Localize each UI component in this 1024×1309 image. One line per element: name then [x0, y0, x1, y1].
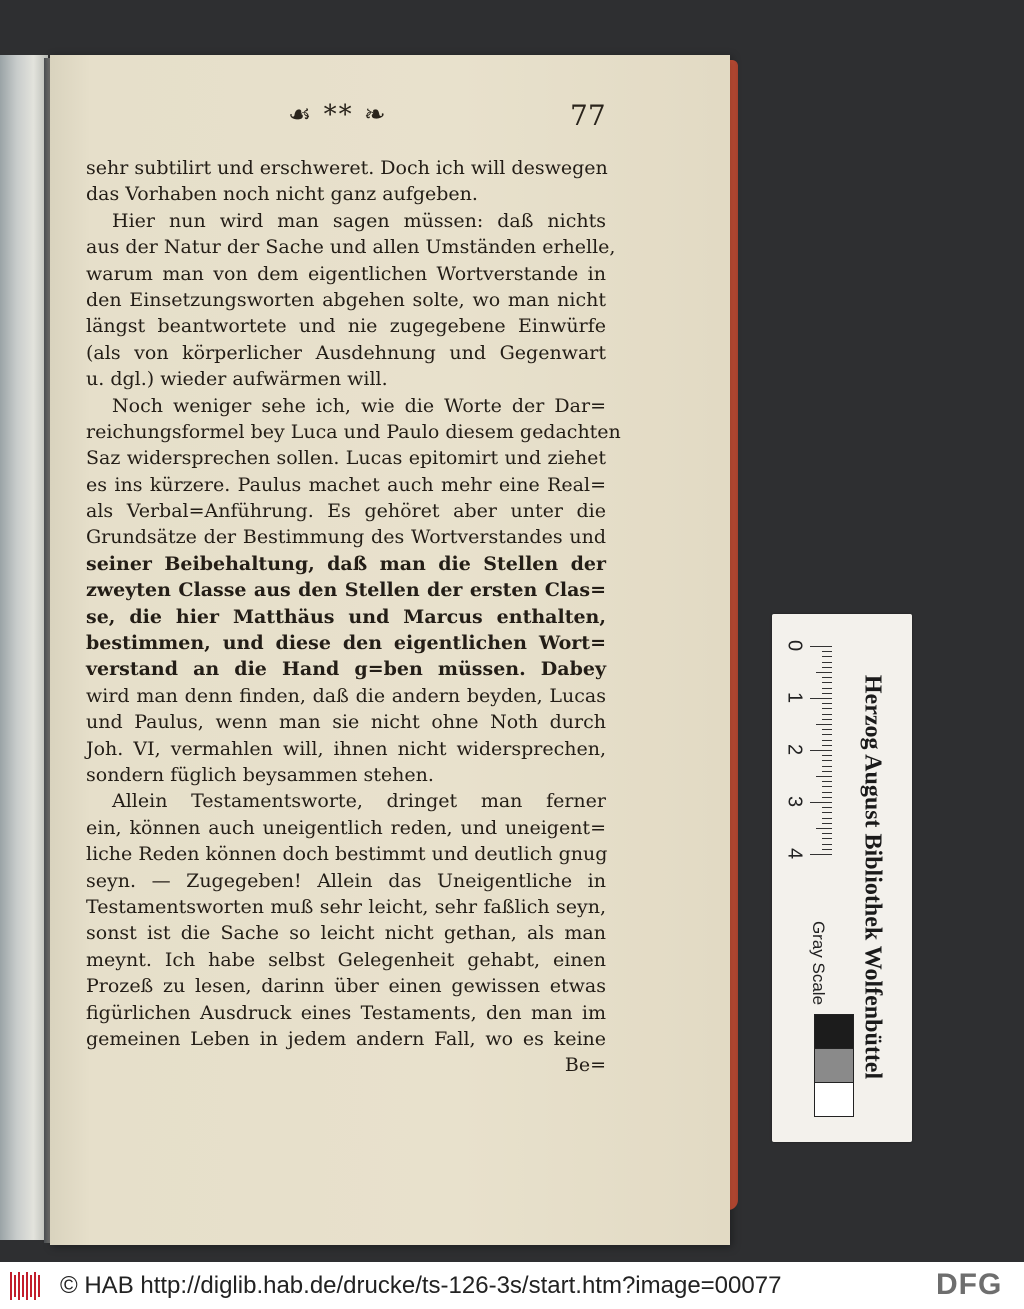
logo-bar	[30, 1275, 32, 1297]
text-line: Prozeß zu lesen, darinn über einen gewissen etwas	[86, 975, 606, 998]
ruler-tick	[822, 651, 832, 652]
ruler-tick	[822, 745, 832, 746]
text-line: (als von körperlicher Ausdehnung und Gegenwart	[86, 341, 606, 364]
footer-credit-link[interactable]: © HAB http://diglib.hab.de/drucke/ts-126-3s/start.htm?image=00077	[60, 1272, 782, 1299]
ruler-tick	[822, 755, 832, 756]
ruler-tick	[816, 724, 832, 725]
logo-bar	[18, 1272, 20, 1300]
page-number: 77	[570, 99, 606, 132]
ruler-tick	[810, 802, 832, 803]
text-line: ein, können auch uneigentlich reden, und uneigent=	[86, 816, 606, 839]
text-line: warum man von dem eigentlichen Wortverstande in	[86, 262, 606, 285]
ruler-tick	[816, 776, 832, 777]
ruler-number: 1	[783, 691, 806, 704]
ruler-number: 3	[783, 795, 806, 808]
ruler-tick	[816, 672, 832, 673]
text-line: seiner Beibehaltung, daß man die Stellen der	[86, 552, 606, 575]
ruler-tick	[822, 818, 832, 819]
ruler-number: 0	[783, 639, 806, 652]
text-line: Be=	[564, 1054, 606, 1077]
ruler-tick	[822, 849, 832, 850]
ruler-tick	[822, 729, 832, 730]
ruler-tick	[822, 708, 832, 709]
ruler-number: 2	[783, 743, 806, 756]
dfg-logo: DFG	[936, 1268, 1003, 1301]
text-line: bestimmen, und diese den eigentlichen Wort=	[86, 632, 606, 655]
logo-bar	[22, 1275, 24, 1297]
text-line: Noch weniger sehe ich, wie die Worte der Dar=	[112, 394, 606, 417]
logo-bar	[38, 1275, 40, 1297]
text-line: das Vorhaben noch nicht ganz aufgeben.	[86, 183, 478, 206]
text-line: und Paulus, wenn man sie nicht ohne Noth durch	[86, 711, 606, 734]
gray-swatch	[814, 1048, 854, 1083]
text-line: liche Reden können doch bestimmt und deutlich gnug	[86, 843, 608, 866]
text-line: reichungsformel bey Luca und Paulo diesem gedachten	[86, 420, 621, 443]
gray-swatch	[814, 1014, 854, 1049]
ruler-tick	[810, 646, 832, 647]
ruler-tick	[822, 662, 832, 663]
ruler-tick	[816, 828, 832, 829]
ruler-tick	[822, 807, 832, 808]
book-page	[50, 55, 730, 1245]
logo-bar	[34, 1272, 36, 1300]
ruler-tick	[822, 833, 832, 834]
ruler-tick	[822, 714, 832, 715]
ruler-tick	[822, 667, 832, 668]
ruler-tick	[822, 792, 832, 793]
ruler-tick	[822, 771, 832, 772]
text-line: den Einsetzungsworten abgehen solte, wo man nicht	[86, 288, 606, 311]
ruler-tick	[810, 750, 832, 751]
ruler-tick	[822, 760, 832, 761]
footer-bar	[0, 1262, 1024, 1309]
ruler-tick	[822, 703, 832, 704]
text-line: Allein Testamentsworte, dringet man ferner	[112, 790, 606, 813]
gray-scale-text: Gray Scale	[809, 920, 828, 1006]
ruler-tick	[822, 740, 832, 741]
text-line: sonst ist die Sache so leicht nicht gethan, als man	[86, 922, 606, 945]
ruler-tick	[822, 838, 832, 839]
ruler-tick	[810, 698, 832, 699]
text-line: verstand an die Hand g=ben müssen. Dabey	[86, 658, 606, 681]
header-ornament: ☙ ** ❧	[288, 100, 388, 130]
text-line: sehr subtilirt und erschweret. Doch ich will deswegen	[86, 157, 608, 179]
text-line: seyn. — Zugegeben! Allein das Uneigentliche in	[86, 869, 606, 892]
text-line: als Verbal=Anführung. Es gehöret aber unter die	[86, 500, 606, 523]
ruler-number: 4	[783, 847, 806, 860]
hab-logo-icon	[10, 1272, 42, 1300]
ruler-tick	[822, 844, 832, 845]
page-header	[50, 95, 730, 135]
text-line: längst beantwortete und nie zugegebene Einwürfe	[86, 315, 606, 338]
text-line: aus der Natur der Sache und allen Umständen erhelle,	[86, 236, 616, 259]
text-line: gemeinen Leben in jedem andern Fall, wo es keine	[86, 1027, 606, 1050]
text-line: se, die hier Matthäus und Marcus enthalten,	[86, 605, 606, 628]
text-line: es ins kürzere. Paulus machet auch mehr eine Real=	[86, 473, 606, 496]
text-line: Hier nun wird man sagen müssen: daß nichts	[112, 209, 606, 232]
ruler-tick	[822, 677, 832, 678]
text-line: Grundsätze der Bestimmung des Wortverstandes und	[86, 526, 606, 549]
ruler-tick	[822, 719, 832, 720]
previous-page-edge	[0, 55, 48, 1240]
ruler-tick	[822, 797, 832, 798]
ruler-tick	[810, 854, 832, 855]
ruler-tick	[822, 682, 832, 683]
ruler-tick	[822, 734, 832, 735]
ruler-tick	[822, 656, 832, 657]
ruler-tick	[822, 812, 832, 813]
logo-bar	[26, 1272, 28, 1300]
logo-bar	[14, 1275, 16, 1297]
ruler-tick	[822, 786, 832, 787]
gray-swatch	[814, 1082, 854, 1117]
library-name-text: Herzog August Bibliothek Wolfenbüttel	[859, 674, 886, 1080]
gray-scale-label	[798, 918, 838, 1008]
ruler-tick	[822, 781, 832, 782]
color-scale-card	[772, 614, 912, 1142]
logo-bar	[10, 1272, 12, 1300]
ruler-tick	[822, 766, 832, 767]
text-line: sondern füglich beysammen stehen.	[86, 763, 434, 786]
text-line: zweyten Classe aus den Stellen der ersten Clas=	[86, 579, 606, 602]
text-line: figürlichen Ausdruck eines Testaments, den man im	[86, 1001, 606, 1024]
ruler-tick	[822, 688, 832, 689]
text-line: wird man denn finden, daß die andern beyden, Lucas	[86, 684, 606, 707]
ruler-tick	[822, 823, 832, 824]
text-line: Saz widersprechen sollen. Lucas epitomirt und ziehet	[86, 447, 606, 470]
text-line: u. dgl.) wieder aufwärmen will.	[86, 368, 388, 391]
body-text	[86, 155, 621, 1079]
text-line: Joh. VI, vermahlen will, ihnen nicht widersprechen,	[86, 737, 606, 760]
text-line: Testamentsworten muß sehr leicht, sehr faßlich seyn,	[86, 895, 606, 918]
ruler	[780, 626, 832, 916]
text-line: meynt. Ich habe selbst Gelegenheit gehabt, einen	[86, 948, 606, 971]
ruler-tick	[822, 693, 832, 694]
